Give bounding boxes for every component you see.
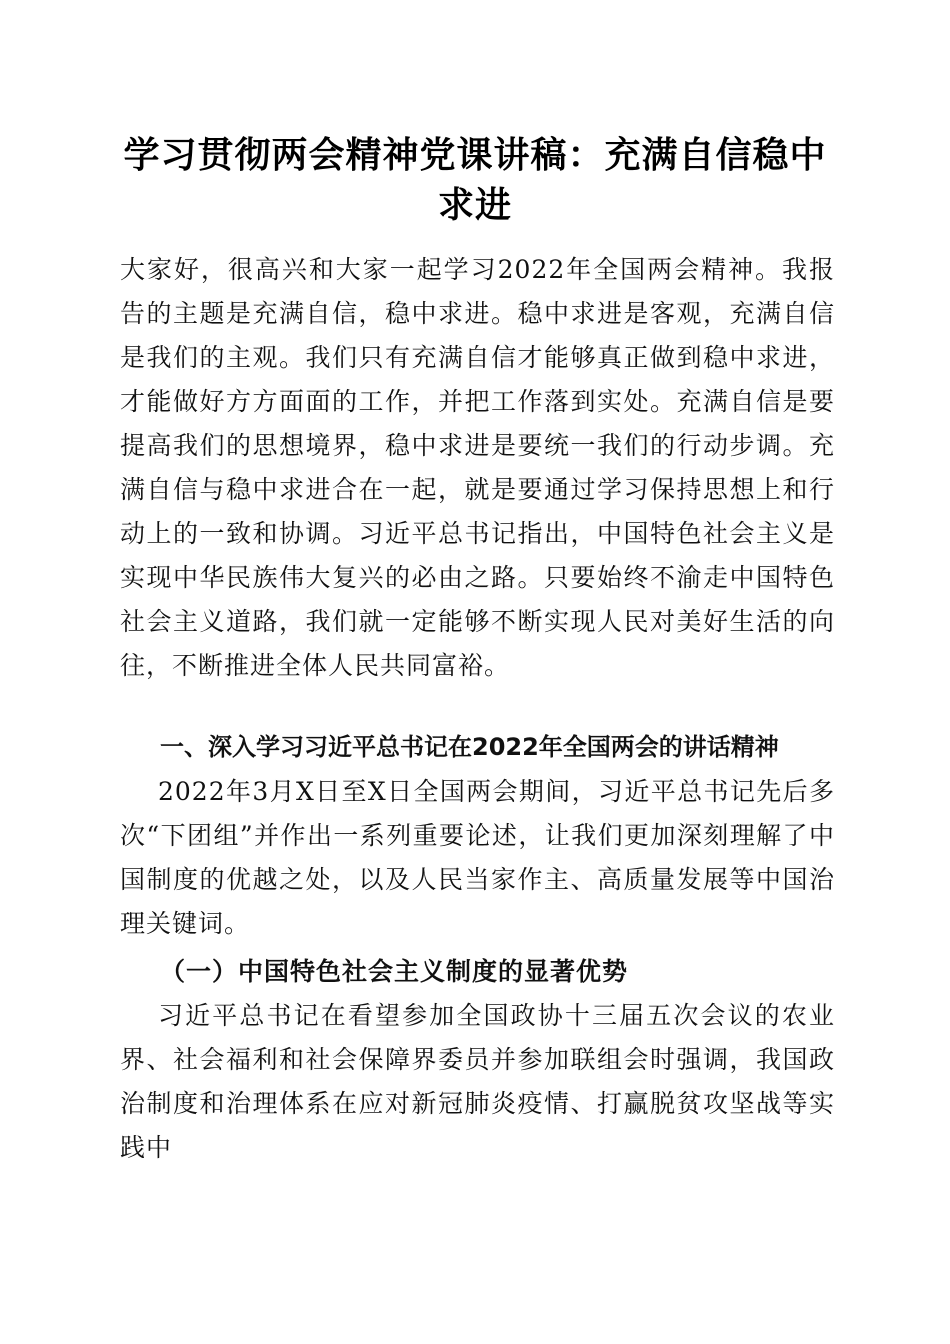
subsection-1-paragraph: 习近平总书记在看望参加全国政协十三届五次会议的农业界、社会福利和社会保障界委员并参加联组会时强调，我国政治制度和治理体系在应对新冠肺炎疫情、打赢脱贫攻坚战等实践中 bbox=[120, 1001, 835, 1162]
subsection-heading-1: （一）中国特色社会主义制度的显著优势 bbox=[160, 957, 629, 986]
intro-paragraph: 大家好，很高兴和大家一起学习2022年全国两会精神。我报告的主题是充满自信，稳中求进。稳中求进是客观，充满自信是我们的主观。我们只有充满自信才能够真正做到稳中求进，才能做好方方面面的工作，并把工作落到实处。充满自信是要提高我们的思想境界，稳中求进是要统一我们的行动步调。充满自信与稳中求进合在一起，就是要通过学习保持思想上和行动上的一致和协调。习近平总书记指出，中国特色社会主义是实现中华民族伟大复兴的必由之路。只要始终不渝走中国特色社会主义道路，我们就一定能够不断实现人民对美好生活的向往，不断推进全体人民共同富裕。 bbox=[120, 255, 835, 680]
document-title: 学习贯彻两会精神党课讲稿：充满自信稳中求进 bbox=[123, 134, 827, 226]
section-heading-1: 一、深入学习习近平总书记在2022年全国两会的讲话精神 bbox=[160, 733, 779, 761]
section-1-paragraph: 2022年3月X日至X日全国两会期间，习近平总书记先后多次“下团组”并作出一系列重要论述，让我们更加深刻理解了中国制度的优越之处，以及人民当家作主、高质量发展等中国治理关键词。 bbox=[120, 777, 835, 938]
